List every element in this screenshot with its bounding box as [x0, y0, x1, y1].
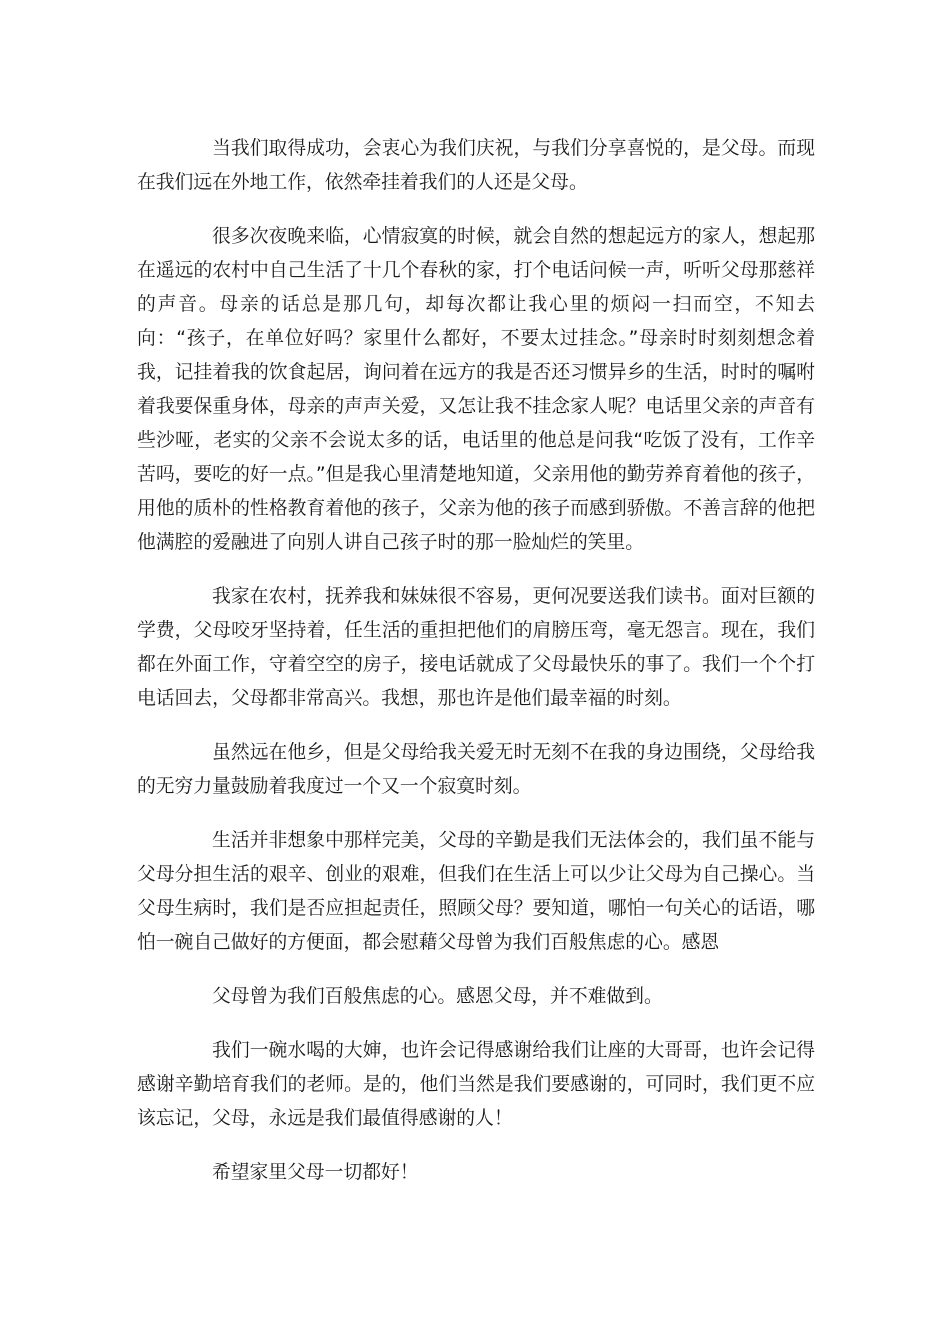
paragraph-4: 虽然远在他乡，但是父母给我关爱无时无刻不在我的身边围绕，父母给我的无穷力量鼓励着我度过一个又一个寂寞时刻。: [137, 742, 815, 797]
paragraph-1: 当我们取得成功，会衷心为我们庆祝，与我们分享喜悦的，是父母。而现在我们远在外地工作，依然牵挂着我们的人还是父母。: [137, 138, 815, 193]
paragraph-6: 父母曾为我们百般焦虑的心。感恩父母，并不难做到。: [212, 986, 663, 1007]
document-body: [137, 132, 815, 1210]
paragraph-5: 生活并非想象中那样完美，父母的辛勤是我们无法体会的，我们虽不能与父母分担生活的艰辛、创业的艰难，但我们在生活上可以少让父母为自己操心。当父母生病时，我们是否应担起责任，照顾父母？要知道，哪怕一句关心的话语，哪怕一碗自己做好的方便面，都会慰藉父母曾为我们百般焦虑的心。感恩: [137, 830, 815, 953]
paragraph-7: 我们一碗水喝的大婶，也许会记得感谢给我们让座的大哥哥，也许会记得感谢辛勤培育我们的老师。是的，他们当然是我们要感谢的，可同时，我们更不应该忘记，父母，永远是我们最值得感谢的人！: [137, 1040, 815, 1129]
paragraph-8: 希望家里父母一切都好！: [212, 1162, 419, 1183]
paragraph-2: 很多次夜晚来临，心情寂寞的时候，就会自然的想起远方的家人，想起那在遥远的农村中自己生活了十几个春秋的家，打个电话问候一声，听听父母那慈祥的声音。母亲的话总是那几句，却每次都让我心里的烦闷一扫而空，不知去向：“孩子，在单位好吗？家里什么都好，不要太过挂念。”母亲时时刻刻想念着我，记挂着我的饮食起居，询问着在远方的我是否还习惯异乡的生活，时时的嘱咐着我要保重身体，母亲的声声关爱，又怎让我不挂念家人呢？电话里父亲的声音有些沙哑，老实的父亲不会说太多的话，电话里的他总是问我“吃饭了没有，工作辛苦吗，要吃的好一点。”但是我心里清楚地知道，父亲用他的勤劳养育着他的孩子，用他的质朴的性格教育着他的孩子，父亲为他的孩子而感到骄傲。不善言辞的他把他满腔的爱融进了向别人讲自己孩子时的那一脸灿烂的笑里。: [137, 226, 815, 553]
paragraph-3: 我家在农村，抚养我和妹妹很不容易，更何况要送我们读书。面对巨额的学费，父母咬牙坚持着，任生活的重担把他们的肩膀压弯，毫无怨言。现在，我们都在外面工作，守着空空的房子，接电话就成了父母最快乐的事了。我们一个个打电话回去，父母都非常高兴。我想，那也许是他们最幸福的时刻。: [137, 586, 815, 709]
